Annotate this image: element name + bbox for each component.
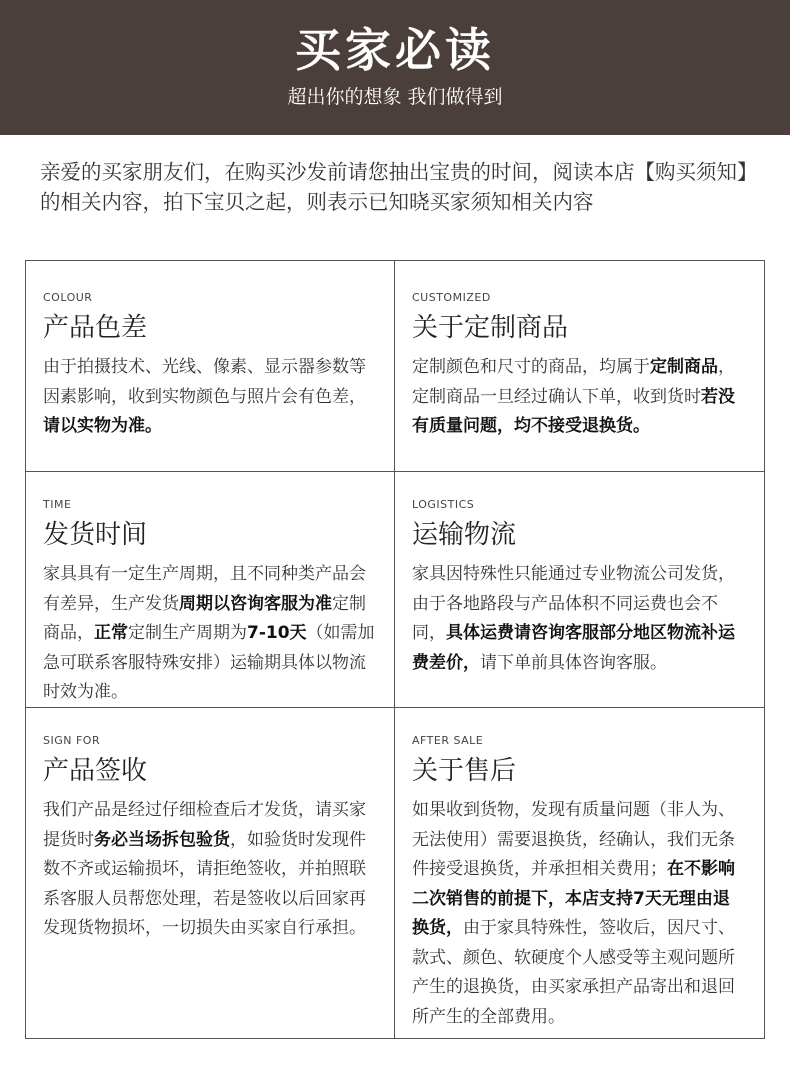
section-colour (26, 261, 395, 471)
emphasis-text: 在不影响二次销售的前提下，本店支持7天无理由退换货， (412, 859, 735, 938)
emphasis-text: 定制商品 (650, 357, 718, 377)
section-body (43, 560, 376, 708)
section-body (43, 353, 376, 442)
grid-row (26, 472, 764, 708)
section-en-label: LOGISTICS (412, 498, 475, 511)
emphasis-text: 务必当场拆包验货 (94, 829, 230, 850)
section-title: 产品色差 (43, 313, 148, 343)
body-text: 定制生产周期为 (128, 623, 247, 643)
section-body (412, 796, 746, 1032)
section-title: 关于售后 (412, 756, 517, 786)
section-title: 产品签收 (43, 756, 148, 786)
section-body (43, 796, 376, 944)
body-text: 由于拍摄技术、光线、像素、显示器参数等因素影响，收到实物颜色与照片会有色差， (43, 357, 366, 407)
emphasis-text: 请以实物为准。 (43, 416, 162, 436)
body-text: 定制颜色和尺寸的商品，均属于 (412, 357, 650, 377)
section-logistics (395, 472, 764, 707)
body-text: 如果收到货物，发现有质量问题（非人为、无法使用）需要退换货，经确认，我们无条件接受退换货，并承担相关费用； (412, 800, 735, 879)
section-after-sale (395, 708, 764, 1038)
notice-grid (25, 260, 765, 1039)
section-title: 运输物流 (412, 520, 517, 550)
section-time (26, 472, 395, 707)
intro-paragraph: 亲爱的买家朋友们，在购买沙发前请您抽出宝贵的时间，阅读本店【购买须知】的相关内容，拍下宝贝之起，则表示已知晓买家须知相关内容 (40, 160, 748, 214)
emphasis-text: 周期以咨询客服为准 (179, 593, 332, 614)
body-text: 家具因特殊性只能通过专业物流公司发货，由于各地路段与产品体积不同运费也会不同， (412, 564, 735, 643)
header-banner (0, 0, 790, 135)
body-text: ，如验货时发现件数不齐或运输损坏，请拒绝签收，并拍照联系客服人员帮您处理，若是签收以后回家再发现货物损坏，一切损失由买家自行承担。 (43, 829, 366, 938)
grid-row (26, 261, 764, 472)
body-text: ，定制商品一旦经过确认下单，收到货时 (412, 357, 735, 407)
section-title: 发货时间 (43, 520, 148, 550)
section-customized (395, 261, 764, 471)
body-text: 家具具有一定生产周期，且不同种类产品会有差异，生产发货 (43, 564, 366, 614)
emphasis-text: 具体运费请咨询客服部分地区物流补运费差价， (412, 623, 735, 673)
section-en-label: SIGN FOR (43, 734, 101, 747)
section-en-label: COLOUR (43, 291, 93, 304)
section-en-label: CUSTOMIZED (412, 291, 491, 304)
emphasis-text: 正常 (94, 623, 128, 643)
section-en-label: AFTER SALE (412, 734, 484, 747)
body-text: 请下单前具体咨询客服。 (480, 652, 667, 673)
section-body (412, 353, 746, 442)
section-sign-for (26, 708, 395, 1038)
page-title: 买家必读 (295, 23, 495, 77)
section-en-label: TIME (43, 498, 72, 511)
body-text: 我们产品是经过仔细检查后才发货，请买家提货时 (43, 800, 366, 850)
body-text: 由于家具特殊性，签收后，因尺寸、款式、颜色、软硬度个人感受等主观问题所产生的退换货，由买家承担产品寄出和退回所产生的全部费用。 (412, 918, 735, 1027)
body-text: （如需加急可联系客服特殊安排）运输期具体以物流时效为准。 (43, 623, 375, 702)
body-text: 定制商品， (43, 593, 366, 643)
emphasis-text: 7-10天 (247, 623, 307, 643)
section-body (412, 560, 746, 678)
grid-row (26, 708, 764, 1038)
section-title: 关于定制商品 (412, 313, 569, 343)
page-subtitle: 超出你的想象 我们做得到 (287, 86, 503, 108)
emphasis-text: 若没有质量问题，均不接受退换货。 (412, 386, 735, 436)
